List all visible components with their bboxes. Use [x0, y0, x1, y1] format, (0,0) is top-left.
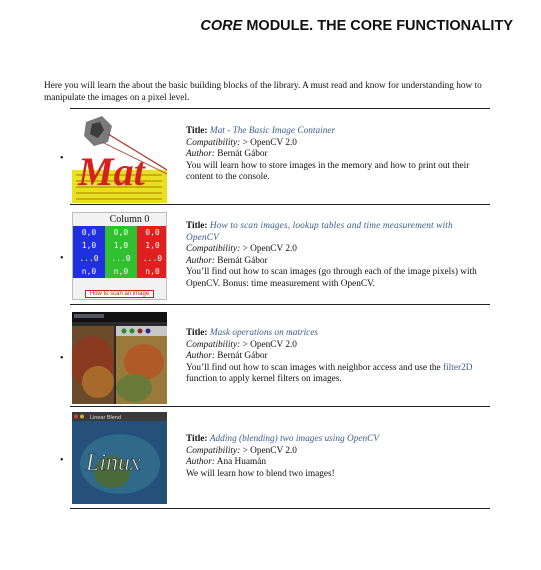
entry-description — [186, 363, 486, 386]
cell: 0,0 — [105, 226, 137, 239]
author-label: Author: — [186, 457, 215, 468]
bullet: • — [60, 253, 64, 264]
compatibility-value: > OpenCV 2.0 — [242, 445, 297, 456]
title-label: Title: — [186, 126, 208, 136]
page-title-core: CORE — [200, 18, 243, 34]
cell: ...0 — [137, 252, 167, 265]
compatibility-label: Compatibility: — [186, 137, 241, 148]
tutorial-link-mat[interactable]: Mat - The Basic Image Container — [209, 126, 336, 136]
cell: 1,0 — [73, 239, 105, 252]
compatibility-value: > OpenCV 2.0 — [242, 339, 297, 350]
entry-text — [186, 221, 486, 291]
intro-paragraph: Here you will learn the about the basic building blocks of the library. A must read and know for understanding how to manipulate the images on a pixel level. — [44, 81, 482, 103]
thumbnail-mat-label: Mat — [78, 149, 145, 194]
tutorial-entry-scan — [60, 206, 500, 306]
author-value: Bernát Gábor — [217, 255, 268, 266]
entry-description: You’ll find out how to scan images (go through each of the image pixels) with OpenCV. Bonus: time measurement with OpenCV. — [186, 267, 477, 289]
entry-text — [186, 434, 486, 480]
compatibility-value: > OpenCV 2.0 — [242, 244, 297, 255]
author-label: Author: — [186, 149, 215, 160]
thumbnail-blend-image[interactable] — [72, 412, 167, 504]
entry-description: You will learn how to store images in the memory and how to print out their content to the console. — [186, 160, 470, 183]
author-value: Bernát Gábor — [217, 351, 268, 362]
compatibility-label: Compatibility: — [186, 445, 241, 456]
divider — [70, 204, 490, 205]
thumbnail-scan-image[interactable] — [72, 212, 167, 300]
description-part: function to apply kernel filters on images. — [186, 374, 342, 385]
compatibility-value: > OpenCV 2.0 — [242, 137, 297, 148]
cell: 0,0 — [73, 226, 105, 239]
divider — [70, 108, 490, 109]
compatibility-label: Compatibility: — [186, 339, 241, 350]
thumbnail-scan-header: Column 0 — [109, 214, 150, 225]
tutorial-entry-blend — [60, 410, 500, 512]
tutorial-link-blend[interactable]: Adding (blending) two images using OpenCV — [209, 434, 379, 444]
thumbnail-mat-image[interactable] — [72, 112, 167, 203]
page-title-rest: MODULE. THE CORE FUNCTIONALITY — [242, 18, 513, 34]
page-title — [200, 18, 513, 34]
cell: n,0 — [105, 265, 137, 278]
entry-description: We will learn how to blend two images! — [186, 468, 335, 479]
author-value: Ana Huamán — [216, 457, 267, 468]
tutorial-entry-mask — [60, 308, 500, 408]
bullet: • — [60, 455, 64, 466]
author-label: Author: — [186, 255, 215, 266]
tutorial-link-scan[interactable]: How to scan images, lookup tables and time measurement with OpenCV — [186, 221, 453, 243]
cell: 1,0 — [137, 239, 167, 252]
title-label: Title: — [186, 221, 208, 231]
thumbnail-window-title: Linear Blend — [90, 415, 121, 421]
divider — [70, 304, 490, 305]
thumbnail-scan-caption: How to scan an image — [85, 290, 154, 298]
author-label: Author: — [186, 351, 215, 362]
compatibility-label: Compatibility: — [186, 244, 241, 255]
title-label: Title: — [186, 328, 208, 338]
cell: n,0 — [73, 265, 105, 278]
entry-text — [186, 328, 486, 386]
entry-text — [186, 126, 486, 184]
description-part: You’ll find out how to scan images with neighbor access and use the — [186, 362, 443, 373]
divider — [70, 406, 490, 407]
cell: ...0 — [73, 252, 105, 265]
author-value: Bernát Gábor — [217, 149, 268, 160]
thumbnail-mask-image[interactable] — [72, 312, 167, 404]
divider — [70, 508, 490, 509]
filter2d-link[interactable]: filter2D — [443, 362, 473, 373]
title-label: Title: — [186, 434, 208, 444]
bullet: • — [60, 353, 64, 364]
cell: ...0 — [105, 252, 137, 265]
cell: 1,0 — [105, 239, 137, 252]
thumbnail-blend-label: Linux — [86, 450, 141, 476]
tutorial-link-mask[interactable]: Mask operations on matrices — [209, 328, 319, 338]
cell: 0,0 — [137, 226, 167, 239]
cell: n,0 — [137, 265, 167, 278]
bullet: • — [60, 153, 64, 164]
tutorial-entry-mat — [60, 108, 500, 208]
